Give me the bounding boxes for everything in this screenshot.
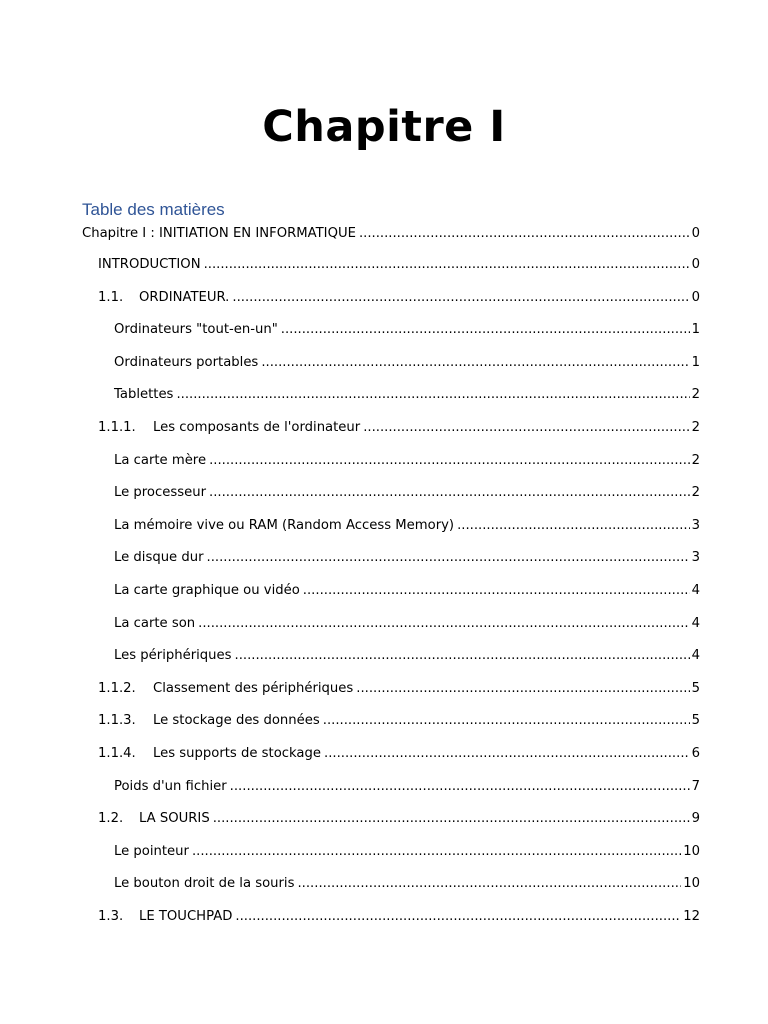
toc-entry-label: Poids d'un fichier (114, 778, 227, 794)
toc-dot-leader (356, 679, 689, 699)
toc-page-number: 1 (691, 322, 700, 338)
toc-page-number: 3 (691, 517, 700, 533)
toc-entry-label: Le stockage des données (153, 713, 320, 729)
toc-entry-disque-dur[interactable] (82, 548, 700, 568)
toc-entry-number: 1.1.3. (98, 713, 136, 729)
toc-entry-label: Les composants de l'ordinateur (153, 419, 361, 435)
toc-entry-label: LA SOURIS (139, 811, 210, 827)
toc-dot-leader (281, 320, 690, 340)
toc-entry-label: Ordinateurs "tout-en-un" (114, 322, 278, 338)
toc-entry-tablettes[interactable] (82, 385, 700, 405)
toc-dot-leader (230, 777, 690, 797)
toc-dot-leader (235, 646, 690, 666)
toc-page-number: 5 (691, 713, 700, 729)
toc-dot-leader (207, 548, 690, 568)
toc-entry-touchpad[interactable] (82, 907, 700, 927)
toc-page-number: 7 (691, 778, 700, 794)
toc-page-number: 6 (691, 745, 700, 761)
toc-dot-leader (457, 516, 690, 536)
toc-dot-leader (198, 614, 689, 634)
toc-dot-leader (261, 353, 689, 373)
toc-page-number: 1 (691, 354, 700, 370)
toc-dot-leader (235, 907, 681, 927)
toc-page-number: 10 (683, 876, 700, 892)
toc-entry-tout-en-un[interactable] (82, 320, 700, 340)
toc-entry-number: 1.3. (98, 908, 124, 924)
toc-entry-classement[interactable] (82, 679, 700, 699)
toc-page-number: 4 (691, 648, 700, 664)
toc-dot-leader (192, 842, 681, 862)
toc-entry-peripheriques[interactable] (82, 646, 700, 666)
toc-entry-carte-graphique[interactable] (82, 581, 700, 601)
toc-page-number: 4 (691, 615, 700, 631)
toc-page-number: 0 (691, 226, 700, 241)
toc-entry-number: 1.1.4. (98, 745, 136, 761)
toc-dot-leader (209, 451, 690, 471)
toc-page-number: 2 (691, 419, 700, 435)
toc-dot-leader (363, 418, 689, 438)
toc-entry-ordinateur[interactable] (82, 288, 700, 308)
toc-page-number: 9 (691, 811, 700, 827)
toc-entry-label: Le processeur (114, 485, 206, 501)
toc-entry-label: Ordinateurs portables (114, 354, 259, 370)
toc-entry-label: LE TOUCHPAD (139, 908, 233, 924)
toc-entry-label: Classement des périphériques (153, 680, 354, 696)
toc-entry-label: Les supports de stockage (153, 745, 321, 761)
toc-dot-leader (323, 711, 690, 731)
toc-entry-ordinateurs-portables[interactable] (82, 353, 700, 373)
toc-page-number: 3 (691, 550, 700, 566)
toc-entry-label: Le bouton droit de la souris (114, 876, 295, 892)
toc-dot-leader (213, 809, 690, 829)
toc-entry-label: ORDINATEUR. (139, 289, 230, 305)
toc-dot-leader (176, 385, 689, 405)
toc-entry-carte-son[interactable] (82, 614, 700, 634)
toc-page-number: 2 (691, 387, 700, 403)
toc-entry-carte-mere[interactable] (82, 451, 700, 471)
toc-entry-label: La carte mère (114, 452, 207, 468)
toc-heading: Table des matières (82, 200, 225, 219)
toc-entry-stockage-donnees[interactable] (82, 711, 700, 731)
toc-entry-label: Les périphériques (114, 648, 232, 664)
toc-page-number: 0 (691, 257, 700, 272)
toc-entry-memoire-vive[interactable] (82, 516, 700, 536)
toc-dot-leader (297, 874, 681, 894)
toc-entry-composants[interactable] (82, 418, 700, 438)
toc-entry-pointeur[interactable] (82, 842, 700, 862)
toc-dot-leader (303, 581, 690, 601)
toc-entry-label: INTRODUCTION (98, 257, 201, 272)
toc-page-number: 0 (691, 289, 700, 305)
toc-entry-number: 1.1. (98, 289, 124, 305)
table-of-contents (82, 224, 700, 939)
toc-entry-chapitre-1[interactable] (82, 224, 700, 244)
toc-page-number: 10 (683, 843, 700, 859)
toc-entry-souris[interactable] (82, 809, 700, 829)
page-title: Chapitre I (262, 101, 506, 152)
toc-entry-label: Chapitre I : INITIATION EN INFORMATIQUE (82, 226, 356, 241)
toc-entry-supports-stockage[interactable] (82, 744, 700, 764)
toc-entry-label: Le disque dur (114, 550, 204, 566)
toc-entry-label: Tablettes (114, 387, 174, 403)
toc-entry-label: La carte son (114, 615, 196, 631)
toc-entry-introduction[interactable] (82, 255, 700, 275)
toc-entry-label: Le pointeur (114, 843, 189, 859)
toc-page-number: 2 (691, 485, 700, 501)
toc-dot-leader (359, 224, 690, 244)
toc-dot-leader (324, 744, 690, 764)
toc-entry-label: La mémoire vive ou RAM (Random Access Memory) (114, 517, 455, 533)
toc-page-number: 2 (691, 452, 700, 468)
toc-dot-leader (232, 288, 689, 308)
toc-entry-number: 1.2. (98, 811, 124, 827)
toc-entry-number: 1.1.2. (98, 680, 136, 696)
toc-entry-label: La carte graphique ou vidéo (114, 582, 300, 598)
toc-page-number: 5 (691, 680, 700, 696)
toc-entry-number: 1.1.1. (98, 419, 136, 435)
toc-dot-leader (204, 255, 690, 275)
toc-page-number: 4 (691, 582, 700, 598)
toc-entry-processeur[interactable] (82, 483, 700, 503)
toc-page-number: 12 (683, 908, 700, 924)
toc-dot-leader (209, 483, 690, 503)
toc-entry-poids-fichier[interactable] (82, 777, 700, 797)
toc-entry-bouton-droit[interactable] (82, 874, 700, 894)
